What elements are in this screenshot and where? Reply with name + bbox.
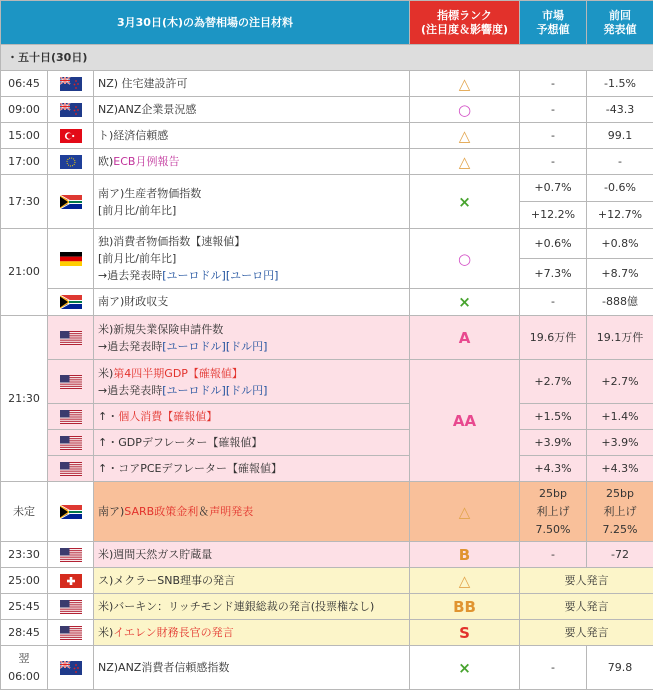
us-flag-icon [60, 436, 82, 450]
rank-cell: △ [410, 123, 520, 149]
previous-cell: -72 [587, 542, 653, 568]
us-flag-icon [60, 331, 82, 345]
rank-cell: △ [410, 482, 520, 542]
time-cell: 25:00 [1, 568, 48, 594]
time-cell: 17:30 [1, 175, 48, 229]
table-row [1, 229, 653, 259]
time-cell: 21:30 [1, 316, 48, 482]
forecast-cell: - [520, 123, 587, 149]
event-name: 米)バーキン：リッチモンド連銀総裁の発言(投票権なし) [94, 594, 410, 620]
table-row [1, 149, 653, 175]
forecast-cell: - [520, 97, 587, 123]
rank-cell: AA [410, 360, 520, 482]
eurusd-link[interactable]: [ユーロドル] [162, 339, 226, 353]
nz-flag-icon [60, 103, 82, 117]
table-row [1, 71, 653, 97]
forecast-cell: - [520, 149, 587, 175]
rank-cell: A [410, 316, 520, 360]
time-cell: 15:00 [1, 123, 48, 149]
event-name: 欧)ECB月例報告 [94, 149, 410, 175]
us-flag-icon [60, 548, 82, 562]
time-cell: 06:45 [1, 71, 48, 97]
nz-flag-icon [60, 77, 82, 91]
rank-cell: × [410, 289, 520, 316]
usdjpy-link[interactable]: [ドル円] [225, 339, 268, 353]
eurjpy-link[interactable]: [ユーロ円] [225, 269, 279, 282]
eurusd-link[interactable]: [ユーロドル] [162, 269, 226, 282]
previous-cell: +8.7% [587, 259, 653, 289]
previous-cell: +4.3% [587, 456, 653, 482]
table-row [1, 646, 653, 690]
event-name: 独)消費者物価指数【速報値】 [前月比/前年比] →過去発表時[ユーロドル][ユーロ円] [94, 229, 410, 289]
forecast-cell: +2.7% [520, 360, 587, 404]
south-africa-flag-icon [60, 505, 82, 519]
time-cell: 翌 06:00 [1, 646, 48, 690]
rank-cell: × [410, 646, 520, 690]
forecast-cell: +12.2% [520, 202, 587, 229]
rank-cell: ○ [410, 229, 520, 289]
event-name: 南ア)生産者物価指数 [前月比/前年比] [94, 175, 410, 229]
previous-cell: -888億 [587, 289, 653, 316]
time-cell: 28:45 [1, 620, 48, 646]
usdjpy-link[interactable]: [ドル円] [225, 383, 268, 397]
event-name: ↑・コアPCEデフレーター【確報値】 [94, 456, 410, 482]
us-flag-icon [60, 600, 82, 614]
event-name: 南ア)財政収支 [94, 289, 410, 316]
previous-cell: +2.7% [587, 360, 653, 404]
previous-cell: 25bp 利上げ 7.25% [587, 482, 653, 542]
forecast-cell: - [520, 542, 587, 568]
rank-cell: △ [410, 149, 520, 175]
rank-cell: BB [410, 594, 520, 620]
note-cell: 要人発言 [520, 594, 653, 620]
event-name: 米)イエレン財務長官の発言 [94, 620, 410, 646]
eu-flag-icon [60, 155, 82, 169]
table-row [1, 175, 653, 202]
table-row [1, 456, 653, 482]
section-header-row [1, 45, 653, 71]
page-title: 3月30日(木)の為替相場の注目材料 [1, 1, 410, 45]
time-cell: 17:00 [1, 149, 48, 175]
rank-cell: △ [410, 71, 520, 97]
event-name: 米)週間天然ガス貯蔵量 [94, 542, 410, 568]
swiss-flag-icon [60, 574, 82, 588]
rank-cell: S [410, 620, 520, 646]
event-name: NZ)ANZ消費者信頼感指数 [94, 646, 410, 690]
time-cell: 21:00 [1, 229, 48, 316]
event-name: NZ) 住宅建設許可 [94, 71, 410, 97]
previous-cell: -1.5% [587, 71, 653, 97]
event-name: NZ)ANZ企業景況感 [94, 97, 410, 123]
event-name: 南ア)SARB政策金利＆声明発表 [94, 482, 410, 542]
turkey-flag-icon [60, 129, 82, 143]
forecast-cell: +0.7% [520, 175, 587, 202]
us-flag-icon [60, 375, 82, 389]
previous-cell: - [587, 149, 653, 175]
table-row [1, 360, 653, 404]
section-label: ・五十日(30日) [1, 45, 653, 71]
rank-cell: × [410, 175, 520, 229]
table-row [1, 620, 653, 646]
previous-cell: 99.1 [587, 123, 653, 149]
nz-flag-icon [60, 661, 82, 675]
forecast-cell: - [520, 646, 587, 690]
germany-flag-icon [60, 252, 82, 266]
table-row [1, 404, 653, 430]
event-name: ス)メクラーSNB理事の発言 [94, 568, 410, 594]
forecast-cell: 19.6万件 [520, 316, 587, 360]
event-name: ト)経済信頼感 [94, 123, 410, 149]
previous-cell: -43.3 [587, 97, 653, 123]
table-row [1, 123, 653, 149]
event-name: 米)新規失業保険申請件数 →過去発表時[ユーロドル][ドル円] [94, 316, 410, 360]
note-cell: 要人発言 [520, 568, 653, 594]
rank-cell: ○ [410, 97, 520, 123]
forecast-cell: +0.6% [520, 229, 587, 259]
event-name: ↑・GDPデフレーター【確報値】 [94, 430, 410, 456]
forecast-cell: +1.5% [520, 404, 587, 430]
event-name: 米)第4四半期GDP【確報値】 →過去発表時[ユーロドル][ドル円] [94, 360, 410, 404]
previous-column-header: 前回 発表値 [587, 1, 653, 45]
note-cell: 要人発言 [520, 620, 653, 646]
time-cell: 未定 [1, 482, 48, 542]
table-header-row [1, 1, 653, 45]
ecb-report-link[interactable]: ECB月例報告 [113, 154, 180, 168]
previous-cell: +12.7% [587, 202, 653, 229]
table-row [1, 289, 653, 316]
table-row [1, 594, 653, 620]
forecast-cell: - [520, 71, 587, 97]
table-row [1, 482, 653, 542]
previous-cell: +1.4% [587, 404, 653, 430]
forecast-cell: +3.9% [520, 430, 587, 456]
forecast-cell: 25bp 利上げ 7.50% [520, 482, 587, 542]
table-row [1, 542, 653, 568]
forecast-cell: - [520, 289, 587, 316]
rank-cell: △ [410, 568, 520, 594]
forecast-column-header: 市場 予想値 [520, 1, 587, 45]
previous-cell: 19.1万件 [587, 316, 653, 360]
table-row [1, 97, 653, 123]
rank-column-header: 指標ランク (注目度＆影響度) [410, 1, 520, 45]
time-cell: 23:30 [1, 542, 48, 568]
previous-cell: -0.6% [587, 175, 653, 202]
forecast-cell: +4.3% [520, 456, 587, 482]
forecast-cell: +7.3% [520, 259, 587, 289]
previous-cell: 79.8 [587, 646, 653, 690]
previous-cell: +0.8% [587, 229, 653, 259]
eurusd-link[interactable]: [ユーロドル] [162, 383, 226, 397]
us-flag-icon [60, 410, 82, 424]
south-africa-flag-icon [60, 295, 82, 309]
us-flag-icon [60, 626, 82, 640]
time-cell: 25:45 [1, 594, 48, 620]
table-row [1, 568, 653, 594]
rank-cell: B [410, 542, 520, 568]
table-row [1, 316, 653, 360]
previous-cell: +3.9% [587, 430, 653, 456]
south-africa-flag-icon [60, 195, 82, 209]
time-cell: 09:00 [1, 97, 48, 123]
table-row [1, 430, 653, 456]
us-flag-icon [60, 462, 82, 476]
event-name: ↑・個人消費【確報値】 [94, 404, 410, 430]
